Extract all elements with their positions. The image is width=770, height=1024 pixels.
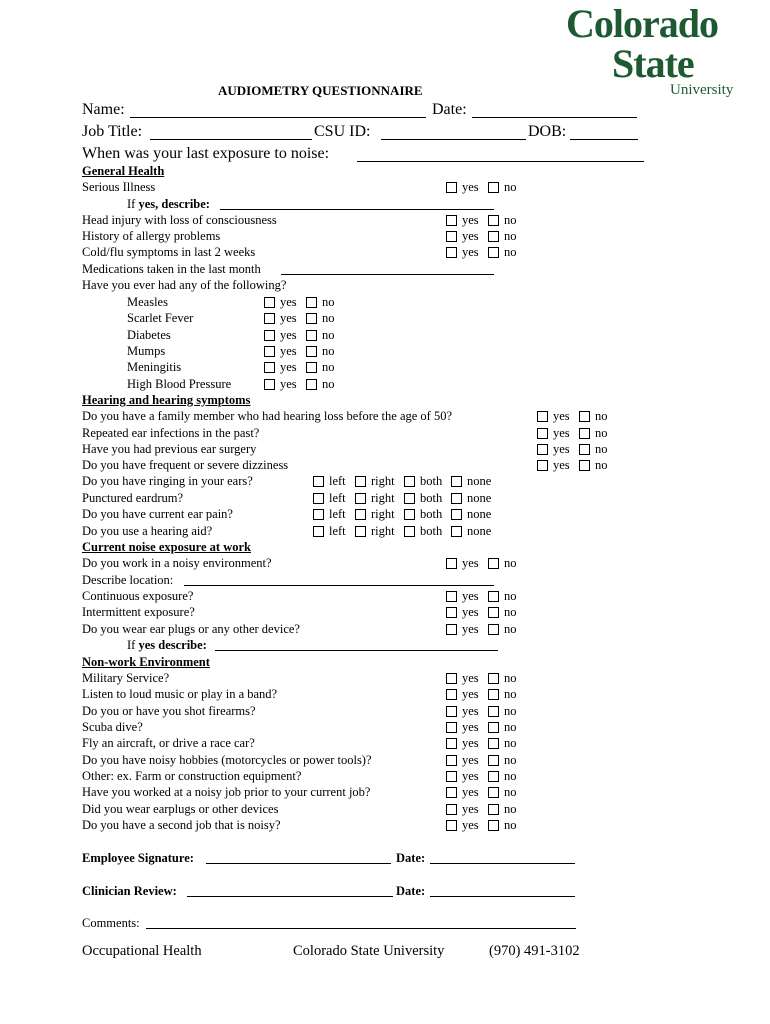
illness-3-no-checkbox[interactable] bbox=[306, 346, 317, 357]
intermittent-no-checkbox[interactable] bbox=[488, 607, 499, 618]
ear-plugs-yes-checkbox[interactable] bbox=[446, 624, 457, 635]
illness-measles: Measles bbox=[127, 295, 168, 309]
noise-heading: Current noise exposure at work bbox=[82, 540, 251, 554]
nonwork-7-no-checkbox[interactable] bbox=[488, 787, 499, 798]
clinician-review-field[interactable] bbox=[187, 896, 393, 897]
ear-2-right-checkbox[interactable] bbox=[355, 509, 366, 520]
ear-1-right-checkbox[interactable] bbox=[355, 493, 366, 504]
ear-3-right-checkbox[interactable] bbox=[355, 526, 366, 537]
nonwork-8-no-checkbox[interactable] bbox=[488, 804, 499, 815]
hearing-q-surgery: Have you had previous ear surgery bbox=[82, 442, 257, 456]
illness-5-yes-label: yes bbox=[280, 377, 297, 391]
hearing-q-dizziness: Do you have frequent or severe dizziness bbox=[82, 458, 289, 472]
illness-4-yes-checkbox[interactable] bbox=[264, 362, 275, 373]
illness-5-no-checkbox[interactable] bbox=[306, 379, 317, 390]
footer-phone: (970) 491-3102 bbox=[489, 943, 580, 959]
exposure-field[interactable] bbox=[357, 161, 644, 162]
date-label: Date: bbox=[432, 101, 467, 118]
noisy-env-no-checkbox[interactable] bbox=[488, 558, 499, 569]
cold-flu-yes-label: yes bbox=[462, 245, 479, 259]
nonwork-3-no-checkbox[interactable] bbox=[488, 722, 499, 733]
footer-csu: Colorado State University bbox=[293, 943, 445, 959]
nonwork-8-yes-label: yes bbox=[462, 802, 479, 816]
cold-flu-yes-checkbox[interactable] bbox=[446, 247, 457, 258]
employee-date-label: Date: bbox=[396, 851, 426, 865]
serious-illness-no-label: no bbox=[504, 180, 517, 194]
nonwork-6-no-checkbox[interactable] bbox=[488, 771, 499, 782]
nonwork-0-no-checkbox[interactable] bbox=[488, 673, 499, 684]
ear-0-right-label: right bbox=[371, 474, 395, 488]
ear-plugs-describe bbox=[127, 638, 207, 653]
head-injury-no-checkbox[interactable] bbox=[488, 215, 499, 226]
serious-illness-describe bbox=[127, 197, 210, 212]
ear-1-none-label: none bbox=[467, 491, 492, 505]
medications-field[interactable] bbox=[281, 274, 494, 275]
ear-plugs-yes-label: yes bbox=[462, 622, 479, 636]
illness-1-no-label: no bbox=[322, 311, 335, 325]
nonwork-5-yes-label: yes bbox=[462, 753, 479, 767]
csu-id-field[interactable] bbox=[381, 139, 526, 140]
illness-3-yes-checkbox[interactable] bbox=[264, 346, 275, 357]
ear-0-none-checkbox[interactable] bbox=[451, 476, 462, 487]
hearing-yn-2-yes-label: yes bbox=[553, 442, 570, 456]
ear-2-none-checkbox[interactable] bbox=[451, 509, 462, 520]
ear-3-both-label: both bbox=[420, 524, 443, 538]
hearing-q-infections: Repeated ear infections in the past? bbox=[82, 426, 260, 440]
nonwork-3-no-label: no bbox=[504, 720, 517, 734]
ear-plugs-no-checkbox[interactable] bbox=[488, 624, 499, 635]
illness-4-yes-label: yes bbox=[280, 360, 297, 374]
noisy-env-yes-label: yes bbox=[462, 556, 479, 570]
ear-2-left-checkbox[interactable] bbox=[313, 509, 324, 520]
cold-flu-label: Cold/flu symptoms in last 2 weeks bbox=[82, 245, 256, 259]
yes-describe-text: yes, describe: bbox=[138, 197, 210, 211]
hearing-yn-0-no-checkbox[interactable] bbox=[579, 411, 590, 422]
nonwork-q-firearms: Do you or have you shot firearms? bbox=[82, 704, 256, 718]
nonwork-q-music: Listen to loud music or play in a band? bbox=[82, 687, 278, 701]
ear-2-right-label: right bbox=[371, 507, 395, 521]
serious-illness-label: Serious Illness bbox=[82, 180, 156, 194]
illness-1-yes-label: yes bbox=[280, 311, 297, 325]
nonwork-1-no-label: no bbox=[504, 687, 517, 701]
ear-2-both-checkbox[interactable] bbox=[404, 509, 415, 520]
comments-label: Comments: bbox=[82, 916, 140, 930]
nonwork-heading: Non-work Environment bbox=[82, 655, 210, 669]
ear-0-right-checkbox[interactable] bbox=[355, 476, 366, 487]
have-you-ever-label: Have you ever had any of the following? bbox=[82, 278, 287, 292]
nonwork-8-yes-checkbox[interactable] bbox=[446, 804, 457, 815]
hearing-yn-3-yes-checkbox[interactable] bbox=[537, 460, 548, 471]
hearing-yn-3-yes-label: yes bbox=[553, 458, 570, 472]
allergy-no-label: no bbox=[504, 229, 517, 243]
nonwork-0-yes-checkbox[interactable] bbox=[446, 673, 457, 684]
medications-label: Medications taken in the last month bbox=[82, 262, 261, 276]
continuous-no-checkbox[interactable] bbox=[488, 591, 499, 602]
allergy-yes-label: yes bbox=[462, 229, 479, 243]
hearing-yn-1-no-label: no bbox=[595, 426, 608, 440]
ear-0-left-label: left bbox=[329, 474, 346, 488]
if-text: If bbox=[127, 197, 139, 211]
nonwork-q-other: Other: ex. Farm or construction equipment? bbox=[82, 769, 302, 783]
serious-illness-yes-label: yes bbox=[462, 180, 479, 194]
illness-diabetes: Diabetes bbox=[127, 328, 171, 342]
illness-3-no-label: no bbox=[322, 344, 335, 358]
intermittent-no-label: no bbox=[504, 605, 517, 619]
ear-2-none-label: none bbox=[467, 507, 492, 521]
hearing-yn-1-yes-checkbox[interactable] bbox=[537, 428, 548, 439]
illness-scarlet-fever: Scarlet Fever bbox=[127, 311, 194, 325]
footer-occupational-health: Occupational Health bbox=[82, 943, 202, 959]
nonwork-q-military: Military Service? bbox=[82, 671, 170, 685]
nonwork-1-yes-label: yes bbox=[462, 687, 479, 701]
nonwork-2-yes-checkbox[interactable] bbox=[446, 706, 457, 717]
ear-3-none-checkbox[interactable] bbox=[451, 526, 462, 537]
cold-flu-no-label: no bbox=[504, 245, 517, 259]
nonwork-8-no-label: no bbox=[504, 802, 517, 816]
nonwork-7-no-label: no bbox=[504, 785, 517, 799]
illness-1-no-checkbox[interactable] bbox=[306, 313, 317, 324]
ear-3-none-label: none bbox=[467, 524, 492, 538]
nonwork-4-yes-label: yes bbox=[462, 736, 479, 750]
nonwork-7-yes-label: yes bbox=[462, 785, 479, 799]
job-title-field[interactable] bbox=[150, 139, 312, 140]
nonwork-q-hobbies: Do you have noisy hobbies (motorcycles or power tools)? bbox=[82, 753, 372, 767]
nonwork-9-yes-label: yes bbox=[462, 818, 479, 832]
head-injury-label: Head injury with loss of consciousness bbox=[82, 213, 277, 227]
comments-field[interactable] bbox=[146, 928, 576, 929]
head-injury-yes-label: yes bbox=[462, 213, 479, 227]
employee-date-field[interactable] bbox=[430, 863, 575, 864]
describe-location-field[interactable] bbox=[184, 585, 494, 586]
nonwork-q-earplugs: Did you wear earplugs or other devices bbox=[82, 802, 279, 816]
illness-4-no-label: no bbox=[322, 360, 335, 374]
ear-plugs-no-label: no bbox=[504, 622, 517, 636]
illness-0-no-checkbox[interactable] bbox=[306, 297, 317, 308]
allergy-label: History of allergy problems bbox=[82, 229, 221, 243]
intermittent-yes-checkbox[interactable] bbox=[446, 607, 457, 618]
nonwork-q-prior-job: Have you worked at a noisy job prior to your current job? bbox=[82, 785, 371, 799]
illness-mumps: Mumps bbox=[127, 344, 166, 358]
illness-5-yes-checkbox[interactable] bbox=[264, 379, 275, 390]
hearing-yn-3-no-label: no bbox=[595, 458, 608, 472]
continuous-yes-checkbox[interactable] bbox=[446, 591, 457, 602]
hearing-q-punctured: Punctured eardrum? bbox=[82, 491, 184, 505]
nonwork-q-second-job: Do you have a second job that is noisy? bbox=[82, 818, 281, 832]
yes-describe-text: yes describe: bbox=[138, 638, 207, 652]
illness-0-yes-checkbox[interactable] bbox=[264, 297, 275, 308]
logo-colorado: Colorado bbox=[566, 1, 718, 46]
if-text: If bbox=[127, 638, 139, 652]
csu-id-label: CSU ID: bbox=[314, 123, 371, 140]
nonwork-0-yes-label: yes bbox=[462, 671, 479, 685]
ear-3-right-label: right bbox=[371, 524, 395, 538]
hearing-q-family: Do you have a family member who had hearing loss before the age of 50? bbox=[82, 409, 453, 423]
noise-q-ear-plugs: Do you wear ear plugs or any other device? bbox=[82, 622, 300, 636]
illness-2-yes-label: yes bbox=[280, 328, 297, 342]
hearing-yn-1-no-checkbox[interactable] bbox=[579, 428, 590, 439]
nonwork-4-yes-checkbox[interactable] bbox=[446, 738, 457, 749]
ear-1-both-label: both bbox=[420, 491, 443, 505]
nonwork-9-no-label: no bbox=[504, 818, 517, 832]
nonwork-6-yes-checkbox[interactable] bbox=[446, 771, 457, 782]
nonwork-5-yes-checkbox[interactable] bbox=[446, 755, 457, 766]
hearing-yn-0-yes-checkbox[interactable] bbox=[537, 411, 548, 422]
ear-3-left-label: left bbox=[329, 524, 346, 538]
serious-illness-yes-checkbox[interactable] bbox=[446, 182, 457, 193]
ear-1-left-label: left bbox=[329, 491, 346, 505]
nonwork-q-scuba: Scuba dive? bbox=[82, 720, 143, 734]
illness-3-yes-label: yes bbox=[280, 344, 297, 358]
ear-0-both-label: both bbox=[420, 474, 443, 488]
hearing-yn-0-yes-label: yes bbox=[553, 409, 570, 423]
clinician-review-label: Clinician Review: bbox=[82, 884, 177, 898]
nonwork-2-no-checkbox[interactable] bbox=[488, 706, 499, 717]
ear-1-left-checkbox[interactable] bbox=[313, 493, 324, 504]
name-label: Name: bbox=[82, 101, 125, 118]
continuous-yes-label: yes bbox=[462, 589, 479, 603]
page-title: AUDIOMETRY QUESTIONNAIRE bbox=[218, 83, 423, 98]
continuous-no-label: no bbox=[504, 589, 517, 603]
cold-flu-no-checkbox[interactable] bbox=[488, 247, 499, 258]
employee-signature-label: Employee Signature: bbox=[82, 851, 194, 865]
nonwork-9-no-checkbox[interactable] bbox=[488, 820, 499, 831]
nonwork-9-yes-checkbox[interactable] bbox=[446, 820, 457, 831]
serious-illness-no-checkbox[interactable] bbox=[488, 182, 499, 193]
describe-location-label: Describe location: bbox=[82, 573, 174, 587]
ear-1-none-checkbox[interactable] bbox=[451, 493, 462, 504]
hearing-q-ringing: Do you have ringing in your ears? bbox=[82, 474, 253, 488]
hearing-q-ear-pain: Do you have current ear pain? bbox=[82, 507, 233, 521]
hearing-yn-2-no-checkbox[interactable] bbox=[579, 444, 590, 455]
nonwork-q-aircraft: Fly an aircraft, or drive a race car? bbox=[82, 736, 255, 750]
illness-1-yes-checkbox[interactable] bbox=[264, 313, 275, 324]
clinician-date-label: Date: bbox=[396, 884, 426, 898]
nonwork-4-no-label: no bbox=[504, 736, 517, 750]
head-injury-yes-checkbox[interactable] bbox=[446, 215, 457, 226]
ear-0-none-label: none bbox=[467, 474, 492, 488]
noisy-env-no-label: no bbox=[504, 556, 517, 570]
illness-meningitis: Meningitis bbox=[127, 360, 182, 374]
logo-state: State bbox=[612, 41, 694, 86]
nonwork-1-yes-checkbox[interactable] bbox=[446, 689, 457, 700]
job-title-label: Job Title: bbox=[82, 123, 143, 140]
hearing-heading: Hearing and hearing symptoms bbox=[82, 393, 251, 407]
nonwork-6-yes-label: yes bbox=[462, 769, 479, 783]
illness-5-no-label: no bbox=[322, 377, 335, 391]
ear-3-left-checkbox[interactable] bbox=[313, 526, 324, 537]
illness-0-yes-label: yes bbox=[280, 295, 297, 309]
dob-label: DOB: bbox=[528, 123, 567, 140]
hearing-yn-2-no-label: no bbox=[595, 442, 608, 456]
noisy-env-yes-checkbox[interactable] bbox=[446, 558, 457, 569]
nonwork-2-yes-label: yes bbox=[462, 704, 479, 718]
illness-2-no-label: no bbox=[322, 328, 335, 342]
hearing-yn-1-yes-label: yes bbox=[553, 426, 570, 440]
illness-high-blood-pressure: High Blood Pressure bbox=[127, 377, 232, 391]
name-field[interactable] bbox=[130, 117, 426, 118]
ear-0-both-checkbox[interactable] bbox=[404, 476, 415, 487]
hearing-q-hearing-aid: Do you use a hearing aid? bbox=[82, 524, 213, 538]
nonwork-1-no-checkbox[interactable] bbox=[488, 689, 499, 700]
ear-0-left-checkbox[interactable] bbox=[313, 476, 324, 487]
ear-2-left-label: left bbox=[329, 507, 346, 521]
nonwork-7-yes-checkbox[interactable] bbox=[446, 787, 457, 798]
allergy-yes-checkbox[interactable] bbox=[446, 231, 457, 242]
hearing-yn-2-yes-checkbox[interactable] bbox=[537, 444, 548, 455]
nonwork-3-yes-label: yes bbox=[462, 720, 479, 734]
hearing-yn-0-no-label: no bbox=[595, 409, 608, 423]
hearing-yn-3-no-checkbox[interactable] bbox=[579, 460, 590, 471]
ear-1-right-label: right bbox=[371, 491, 395, 505]
nonwork-6-no-label: no bbox=[504, 769, 517, 783]
ear-1-both-checkbox[interactable] bbox=[404, 493, 415, 504]
date-field[interactable] bbox=[472, 117, 637, 118]
noise-q-noisy-env: Do you work in a noisy environment? bbox=[82, 556, 272, 570]
illness-2-no-checkbox[interactable] bbox=[306, 330, 317, 341]
employee-signature-field[interactable] bbox=[206, 863, 391, 864]
clinician-date-field[interactable] bbox=[430, 896, 575, 897]
head-injury-no-label: no bbox=[504, 213, 517, 227]
ear-plugs-describe-field[interactable] bbox=[215, 650, 498, 651]
dob-field[interactable] bbox=[570, 139, 638, 140]
illness-4-no-checkbox[interactable] bbox=[306, 362, 317, 373]
nonwork-2-no-label: no bbox=[504, 704, 517, 718]
allergy-no-checkbox[interactable] bbox=[488, 231, 499, 242]
ear-2-both-label: both bbox=[420, 507, 443, 521]
noise-q-continuous: Continuous exposure? bbox=[82, 589, 194, 603]
serious-illness-describe-field[interactable] bbox=[220, 209, 494, 210]
general-health-heading: General Health bbox=[82, 164, 165, 178]
nonwork-5-no-checkbox[interactable] bbox=[488, 755, 499, 766]
nonwork-3-yes-checkbox[interactable] bbox=[446, 722, 457, 733]
illness-2-yes-checkbox[interactable] bbox=[264, 330, 275, 341]
ear-3-both-checkbox[interactable] bbox=[404, 526, 415, 537]
intermittent-yes-label: yes bbox=[462, 605, 479, 619]
nonwork-0-no-label: no bbox=[504, 671, 517, 685]
noise-q-intermittent: Intermittent exposure? bbox=[82, 605, 195, 619]
nonwork-4-no-checkbox[interactable] bbox=[488, 738, 499, 749]
exposure-label: When was your last exposure to noise: bbox=[82, 145, 330, 162]
illness-0-no-label: no bbox=[322, 295, 335, 309]
logo-university: University bbox=[670, 82, 734, 98]
nonwork-5-no-label: no bbox=[504, 753, 517, 767]
